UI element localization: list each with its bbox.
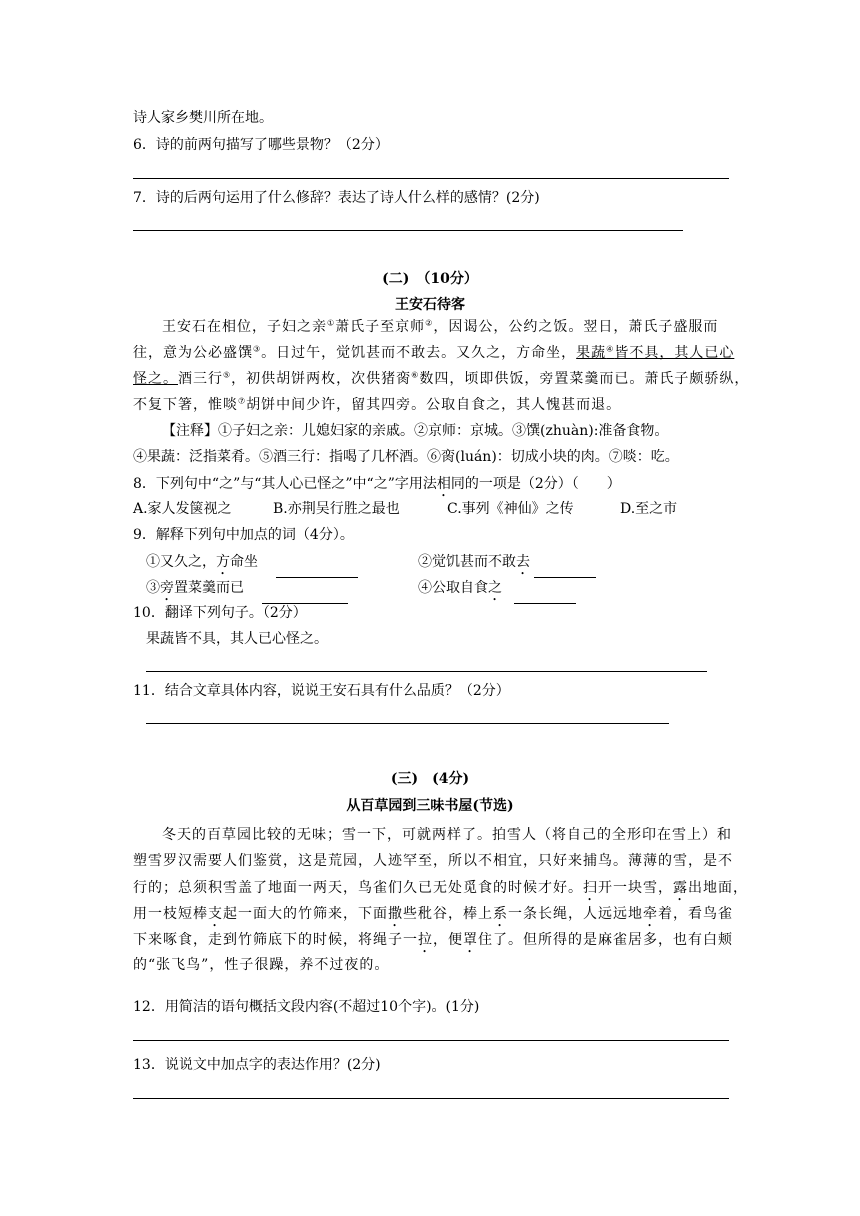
annotation-line-2: ④果蔬：泛指菜肴。⑤酒三行：指喝了几杯酒。⑥脔(luán)：切成小块的肉。⑦啖：吃。 [133, 449, 679, 465]
section-3-title: 从百草园到三味书屋(节选) [346, 798, 514, 814]
dotted-char: 扫 [583, 880, 598, 896]
q8-option-a[interactable]: A.家人发箧视之 [133, 501, 232, 517]
question-9: 9．解释下列句中加点的词（4分）。 [133, 527, 354, 543]
answer-line-12[interactable] [133, 1040, 729, 1041]
section-2-heading: (二) （10分） [382, 271, 478, 287]
passage-3-line-2: 塑雪罗汉需要人们鉴赏，这是荒园，人迹罕至，所以不相宜，只好来捕鸟。薄薄的雪，是不 [133, 853, 733, 869]
dotted-char: 牵 [643, 906, 658, 922]
dotted-char: 拉 [418, 932, 433, 948]
passage-3-line-3: 行的；总须积雪盖了地面一两天，鸟雀们久已无处觅食的时候才好。扫开一块雪，露出地面， [133, 880, 748, 896]
underlined-sentence-part2: 怪之。 [133, 371, 178, 387]
passage-3-line-5: 下来啄食，走到竹筛底下的时候，将绳子一拉，便罩住了。但所得的是麻雀居多，也有白颊 [133, 932, 733, 948]
dotted-char: 撒 [388, 906, 403, 922]
question-10: 10．翻译下列句子。（2分） [133, 605, 307, 621]
question-8: 8．下列句中“之”与“其人心已怪之”中“之”字用法相同的一项是（2分）（ ） [133, 476, 621, 492]
passage-3-line-4: 用一枝短棒支起一面大的竹筛来，下面撒些秕谷，棒上系一条长绳，人远远地牵着，看鸟雀 [133, 906, 733, 922]
underlined-sentence-part1: 果蔬④皆不具，其人已心 [576, 344, 735, 361]
dotted-char: 支 [208, 906, 223, 922]
q9-blank-1[interactable] [276, 565, 358, 578]
q8-option-d[interactable]: D.至之市 [620, 501, 678, 517]
q9-item-1: ①又久之，方命坐 [146, 554, 358, 578]
passage-2-line-4: 不复下箸，惟啖⑦胡饼中间少许，留其四旁。公取自食之，其人愧甚而退。 [133, 396, 622, 413]
q9-blank-2[interactable] [534, 565, 596, 578]
dotted-char: 罩 [463, 932, 478, 948]
q8-option-b[interactable]: B.亦荆吴行胜之最也 [273, 501, 400, 517]
passage-2-line-1: 王安石在相位，子妇之亲①萧氏子至京师②，因谒公，公约之饭。翌日，萧氏子盛服而 [162, 318, 719, 335]
question-11: 11．结合文章具体内容，说说王安石具有什么品质？（2分） [133, 683, 510, 699]
passage-3-line-1: 冬天的百草园比较的无味；雪一下，可就两样了。拍雪人（将自己的全形印在雪上）和 [162, 827, 732, 843]
question-7: 7．诗的后两句运用了什么修辞？表达了诗人什么样的感情？(2分) [133, 190, 540, 206]
q10-sentence: 果蔬皆不具，其人已心怪之。 [146, 631, 328, 647]
q9-blank-4[interactable] [514, 591, 576, 604]
answer-line-6[interactable] [133, 178, 729, 179]
annotation-line-1: 【注释】①子妇之亲：儿媳妇家的亲戚。②京师：京城。③馔(zhuàn):准备食物。 [162, 423, 669, 439]
intro-tail: 诗人家乡樊川所在地。 [133, 110, 273, 126]
answer-line-7[interactable] [133, 230, 683, 231]
q9-item-3: ③旁置菜羹而已 [146, 580, 348, 604]
answer-line-10[interactable] [146, 671, 707, 672]
q9-item-2: ②觉饥甚而不敢去 [418, 554, 596, 578]
passage-3-line-6: 的“张飞鸟”，性子很躁，养不过夜的。 [133, 957, 390, 973]
passage-2-line-2: 往，意为公必盛馔③。日过午，觉饥甚而不敢去。又久之，方命坐，果蔬④皆不具，其人已心 [133, 344, 735, 361]
answer-line-13[interactable] [133, 1098, 729, 1099]
dotted-char: 系 [493, 906, 508, 922]
answer-line-11[interactable] [146, 723, 669, 724]
question-6: 6．诗的前两句描写了哪些景物？（2分） [133, 137, 389, 153]
section-2-title: 王安石待客 [395, 297, 465, 313]
passage-2-line-3: 怪之。酒三行⑤，初供胡饼两枚，次供猪脔⑥数四，顷即供饭，旁置菜羹而已。萧氏子颇骄纵， [133, 370, 750, 387]
q8-option-c[interactable]: C.事列《神仙》之传 [447, 501, 574, 517]
section-3-heading: (三) (4分) [390, 771, 470, 787]
question-12: 12．用简洁的语句概括文段内容(不超过10个字)。(1分) [133, 999, 480, 1015]
q9-blank-3[interactable] [262, 591, 348, 604]
dotted-char: 露 [673, 880, 688, 896]
question-13: 13．说说文中加点字的表达作用？(2分) [133, 1057, 381, 1073]
q9-item-4: ④公取自食之 [418, 580, 576, 604]
